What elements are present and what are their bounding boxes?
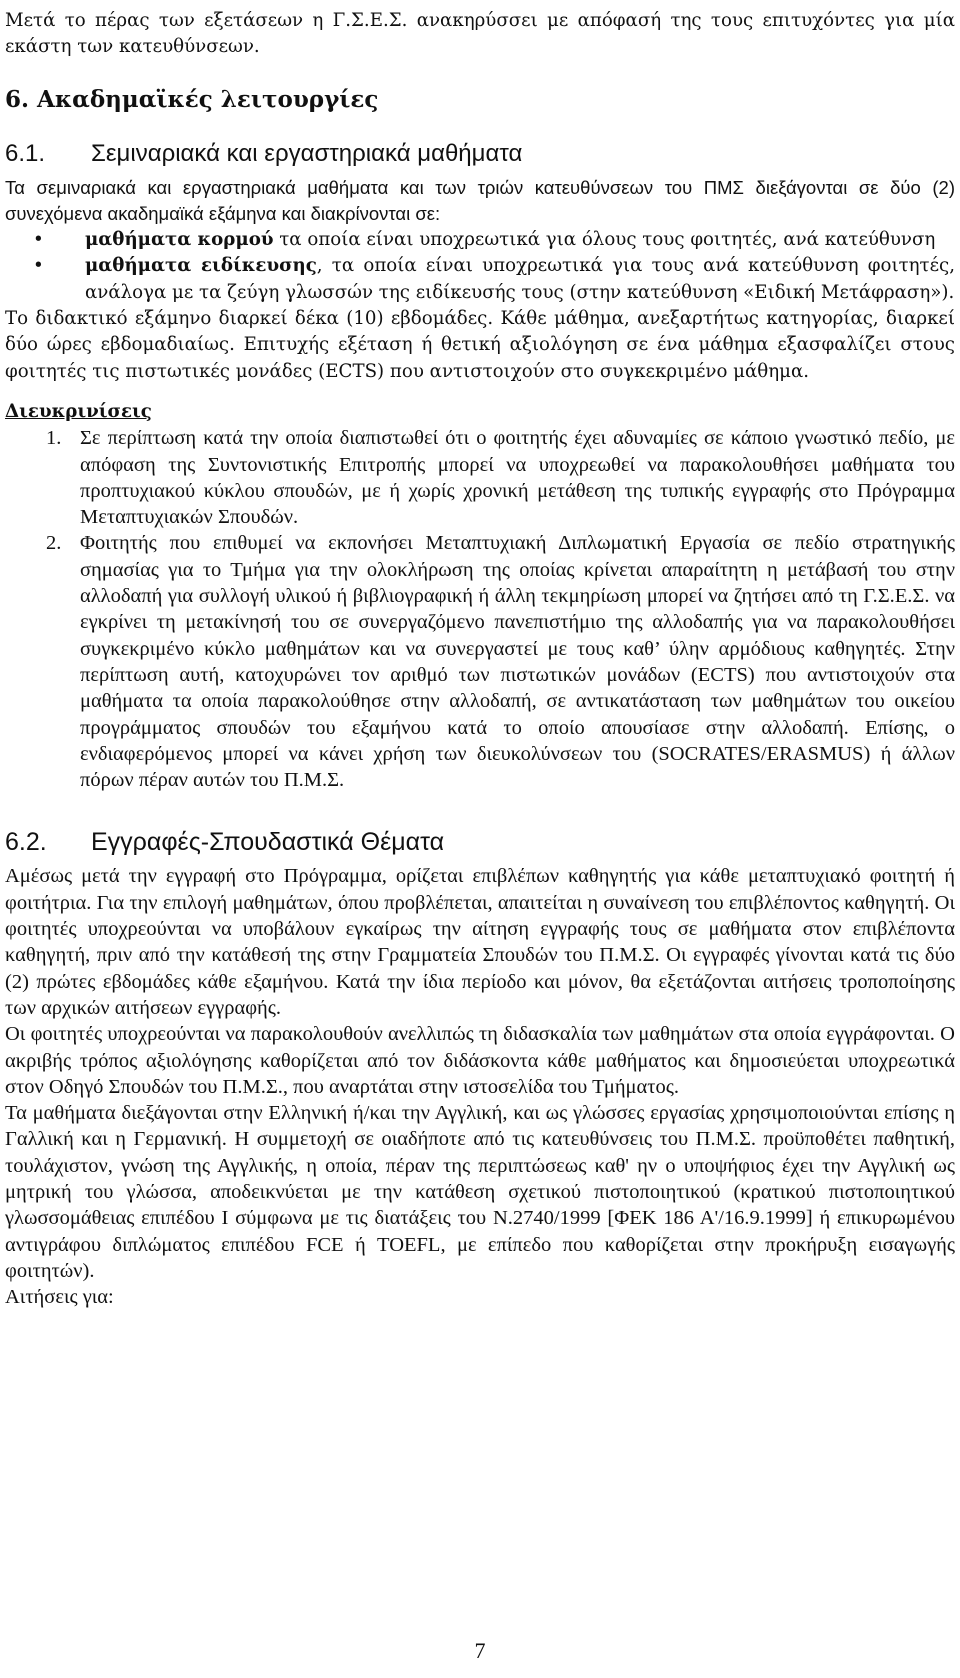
list-item (5, 530, 955, 793)
course-type-core-desc: τα οποία είναι υποχρεωτικά για όλους τους φοιτητές, ανά κατεύθυνση (273, 229, 936, 251)
section-6-title: Ακαδημαϊκές λειτουργίες (37, 85, 379, 113)
course-type-core: μαθήματα κορμού (85, 229, 274, 251)
languages-paragraph: Τα μαθήματα διεξάγονται στην Ελληνική ή/και την Αγγλική, και ως γλώσσες εργασίας χρησιμοποιούνται επίσης η Γαλλική και η Γερμανική. Η συμμετοχή σε οιαδήποτε από τις κατευθύνσεις του Π.Μ.Σ. προϋποθέτει παθητική, τουλάχιστον, γνώση της Αγγλικής, η οποία, πέραν της περιπτώσεως καθ' ην ο υποψήφιος έχει την Αγγλική ως μητρική του γλώσσα, αποδεικνύεται με την κατάθεση σχετικού πιστοποιητικού (κρατικού πιστοποιητικού γλωσσομάθειας επιπέδου Ι σύμφωνα με τις διατάξεις του Ν.2740/1999 [ΦΕΚ 186 Α'/16.9.1999] ή επικυρωμένου αντιγράφου διπλώματος επιπέδου FCE ή TOEFL, με επίπεδο που καθορίζεται στην προκήρυξη εισαγωγής φοιτητών). (5, 1102, 955, 1282)
item-text: Σε περίπτωση κατά την οποία διαπιστωθεί ότι ο φοιτητής έχει αδυναμίες σε κάποιο γνωστικό πεδίο, με απόφαση της Συντονιστικής Επιτροπής μπορεί να υποχρεωθεί να παρακολουθήσει μαθήματα του προπτυχιακού κύκλου σπουδών, με ή χωρίς χρονική μετάθεση της τυπικής εγγραφής στο Πρόγραμμα Μεταπτυχιακών Σπουδών. (80, 427, 955, 529)
registration-paragraph: Αμέσως μετά την εγγραφή στο Πρόγραμμα, ορίζεται επιβλέπων καθηγητής για κάθε μεταπτυχιακό φοιτητή ή φοιτήτρια. Για την επιλογή μαθημάτων, όπου προβλέπεται, απαιτείται η συναίνεση του επιβλέποντος καθηγητή. Οι φοιτητές υποχρεούνται να υποβάλουν εγκαίρως την αίτηση εγγραφής τους σε μαθήματα στον επιβλέποντα καθηγητή, πριν από την κατάθεσή της στην Γραμματεία Σπουδών του Π.Μ.Σ. Οι εγγραφές γίνονται κατά τις δύο (2) πρώτες εβδομάδες κάθε εξαμήνου. Κατά την ίδια περίοδο και μόνον, θα εξετάζονται αιτήσεις τροποποίησης των αρχικών αιτήσεων εγγραφής. (5, 865, 955, 1019)
course-type-specialization-desc: , τα οποία είναι υποχρεωτικά για τους ανά κατεύθυνση φοιτητές, ανάλογα με τα ζεύγη γλωσσών της ειδίκευσής τους (στην κατεύθυνση «Ειδική Μετάφραση»). (85, 255, 955, 303)
section-6-2-heading (5, 827, 955, 857)
intro-paragraph: Μετά το πέρας των εξετάσεων η Γ.Σ.Ε.Σ. ανακηρύσσει με απόφασή της τους επιτυχόντες για μία εκάστη των κατευθύνσεων. (5, 10, 955, 58)
bullet-icon: • (33, 229, 44, 251)
page-number: 7 (474, 1638, 486, 1663)
course-type-specialization: μαθήματα ειδίκευσης (85, 255, 317, 277)
list-item (5, 425, 955, 530)
section-6-1-intro: Τα σεμιναριακά και εργαστηριακά μαθήματα και των τριών κατευθύνσεων του ΠΜΣ διεξάγονται σε δύο (2) συνεχόμενα ακαδημαϊκά εξάμηνα και διακρίνονται σε: (5, 176, 955, 224)
item-number: 1. (46, 427, 62, 450)
item-text: Φοιτητής που επιθυμεί να εκπονήσει Μεταπτυχιακή Διπλωματική Εργασία σε πεδίο στρατηγικής σημασίας για το Τμήμα για την ολοκλήρωση της οποίας κρίνεται απαραίτητη η μετάβασή του στην αλλοδαπή για συλλογή υλικού ή βιβλιογραφική ή άλλη τεκμηρίωση μπορεί να ζητήσει από τη Γ.Σ.Ε.Σ. να εγκρίνει τη μετακίνησή του σε συνεργαζόμενο πανεπιστήμιο της αλλοδαπής για να παρακολουθήσει συγκεκριμένο κύκλο μαθημάτων και να συνεργαστεί με τους καθ’ ύλην αρμόδιους καθηγητές. Στην περίπτωση αυτή, κατοχυρώνει τον αριθμό των πιστωτικών μονάδων (ECTS) που αντιστοιχούν στα μαθήματα τα οποία παρακολούθησε στην αλλοδαπή, σε αντικατάσταση των μαθημάτων του οικείου προγράμματος σπουδών του εξαμήνου κατά το οποίο απουσίασε στην αλλοδαπή. Επίσης, ο ενδιαφερόμενος μπορεί να κάνει χρήση των διευκολύνσεων του (SOCRATES/ERASMUS) ή άλλων πόρων πέραν αυτών του Π.Μ.Σ. (80, 532, 955, 792)
section-6-number: 6. (5, 85, 30, 113)
list-item (5, 227, 955, 253)
clarifications-title: Διευκρινίσεις (5, 400, 152, 422)
section-6-1-heading (5, 139, 955, 169)
bullet-icon: • (33, 255, 44, 277)
list-item (5, 253, 955, 306)
clarifications-list (5, 425, 955, 793)
section-6-2-number: 6.2. (5, 828, 47, 857)
section-6-2-title: Εγγραφές-Σπουδαστικά Θέματα (91, 828, 445, 857)
item-number: 2. (46, 532, 62, 555)
attendance-paragraph: Οι φοιτητές υποχρεούνται να παρακολουθούν ανελλιπώς τη διδασκαλία των μαθημάτων στα οποία εγγράφονται. Ο ακριβής τρόπος αξιολόγησης καθορίζεται από τον διδάσκοντα κάθε μαθήματος και δημοσιεύεται υποχρεωτικά στον Οδηγό Σπουδών του Π.Μ.Σ., που αναρτάται στην ιστοσελίδα του Τμήματος. (5, 1023, 955, 1098)
applications-line: Αιτήσεις για: (5, 1286, 114, 1309)
document-page (5, 8, 955, 1310)
semester-paragraph: Το διδακτικό εξάμηνο διαρκεί δέκα (10) εβδομάδες. Κάθε μάθημα, ανεξαρτήτως κατηγορίας, διαρκεί δύο ώρες εβδομαδιαίως. Επιτυχής εξέταση ή θετική αξιολόγηση σε ένα μάθημα εξασφαλίζει στους φοιτητές τις πιστωτικές μονάδες (ECTS) που αντιστοιχούν στο συγκεκριμένο μάθημα. (5, 308, 955, 382)
course-types-list (5, 227, 955, 306)
section-6-1-title: Σεμιναριακά και εργαστηριακά μαθήματα (91, 139, 523, 167)
section-6-1-number: 6.1. (5, 139, 46, 167)
section-6-heading (5, 85, 955, 115)
